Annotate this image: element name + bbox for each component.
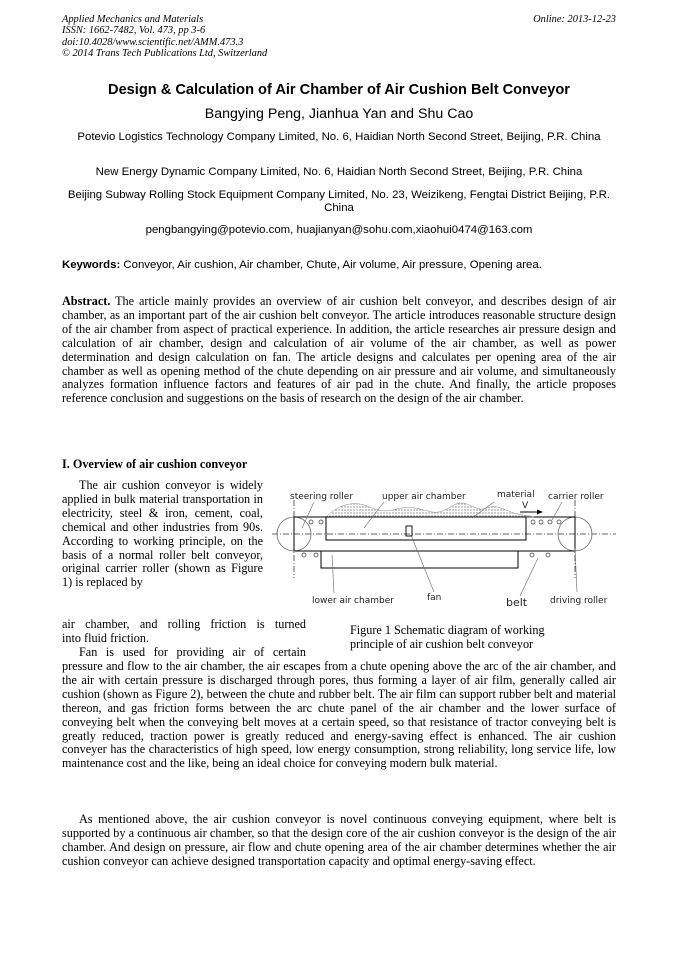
- figure-1-caption: [350, 623, 545, 651]
- paragraph-1-end: into fluid friction.: [62, 631, 149, 645]
- caption-line-2: principle of air cushion belt conveyor: [350, 637, 534, 651]
- label-velocity: V: [522, 501, 529, 511]
- affiliation-3: Beijing Subway Rolling Stock Equipment Company Limited, No. 23, Weizikeng, Fengtai District Beijing, P.R. China: [67, 189, 611, 215]
- label-driving-roller: driving roller: [550, 596, 608, 606]
- issn-volume: ISSN: 1662-7482, Vol. 473, pp 3-6: [62, 25, 206, 37]
- figure-1-diagram: [272, 488, 616, 614]
- paragraph-2-start: Fan is used for providing air of certain: [79, 645, 306, 659]
- label-upper-air-chamber: upper air chamber: [382, 492, 466, 502]
- abstract: [62, 295, 616, 406]
- keywords-text: Conveyor, Air cushion, Air chamber, Chute, Air volume, Air pressure, Opening area.: [120, 259, 542, 271]
- keywords-label: Keywords:: [62, 259, 121, 271]
- emails: pengbangying@potevio.com, huajianyan@sohu.com,xiaohui0474@163.com: [145, 224, 533, 236]
- keywords: [62, 259, 542, 271]
- label-material: material: [497, 490, 535, 500]
- journal-info: [62, 14, 267, 60]
- doi: doi:10.4028/www.scientific.net/AMM.473.3: [62, 36, 244, 48]
- copyright: © 2014 Trans Tech Publications Ltd, Switzerland: [62, 48, 268, 60]
- section-paragraph-2: pressure and flow to the air chamber, the air escapes from a chute opening above the arc of the air chamber, and the air with certain pressure is discharged through pores, thus forming a layer of air film, generally called air cushion (shown as Figure 2), between the chute and rubber belt. The air film can support rubber belt and material thereon, and gas friction forms between the arc chute panel of the air chamber and the lower surface of conveying belt when the conveying belt moves at a certain speed, so that resistance of tractor conveying belt is greatly reduced, traction power is greatly reduced and energy-saving effect is enhanced. The air cushion conveyer has the characteristics of high speed, low energy consumption, strong reliability, long service life, low maintenance cost and the like, being an ideal choice for conveying modern bulk material.: [62, 659, 616, 771]
- abstract-text: The article mainly provides an overview of air cushion belt conveyor, and describes design of air chamber, as an important part of the air cushion belt conveyor. The article introduces reasonable structure design of the air chamber from aspect of practical experience. In addition, the article researches air pressure design and calculation of air chamber, design and calculation of air volume of the air chamber, as well as power determination and design calculation on fan. The article designs and calculates per opening area of the air chamber as well as opening method of the chute depending on air pressure and air volume, and simultaneously analyzes formation influence factors and features of air pad in the chute. And finally, the article proposes reference conclusion and suggestions on the basis of research on the design of the air chamber.: [62, 294, 616, 406]
- section-paragraph-1: The air cushion conveyor is widely applied in bulk material transportation in electricity, steel & iron, cement, coal, chemical and other industries from 90s. According to working principle, on the basis of a normal roller belt conveyor, original carrier roller (shown as Figure 1) is replaced by: [62, 478, 263, 590]
- abstract-label: Abstract.: [62, 294, 111, 308]
- authors: Bangying Peng, Jianhua Yan and Shu Cao: [204, 106, 474, 122]
- affiliation-2: New Energy Dynamic Company Limited, No. 6, Haidian North Second Street, Beijing, P.R. China: [95, 166, 583, 178]
- caption-line-1: Figure 1 Schematic diagram of working: [350, 623, 545, 637]
- label-carrier-roller: carrier roller: [548, 492, 604, 502]
- section-heading: I. Overview of air cushion conveyor: [62, 457, 248, 471]
- online-date: Online: 2013-12-23: [533, 14, 616, 25]
- label-lower-air-chamber: lower air chamber: [312, 596, 394, 606]
- affiliation-1: Potevio Logistics Technology Company Limited, No. 6, Haidian North Second Street, Beijing, P.R. China: [77, 131, 601, 143]
- journal-name: Applied Mechanics and Materials: [62, 14, 204, 25]
- label-fan: fan: [427, 593, 442, 603]
- label-belt: belt: [506, 596, 528, 609]
- section-paragraph-3: As mentioned above, the air cushion conveyor is novel continuous conveying equipment, where belt is supported by a continuous air chamber, so that the design core of the air cushion conveyor is the design of the air chamber. And design on pressure, air flow and chute opening area of the air chamber determines whether the air cushion conveyor can achieve designed transportation capacity and optimal energy-saving effect.: [62, 812, 616, 868]
- label-steering-roller: steering roller: [290, 492, 354, 502]
- paper-title: Design & Calculation of Air Chamber of Air Cushion Belt Conveyor: [108, 82, 570, 98]
- paragraph-1-line: air chamber, and rolling friction is turned: [62, 617, 306, 631]
